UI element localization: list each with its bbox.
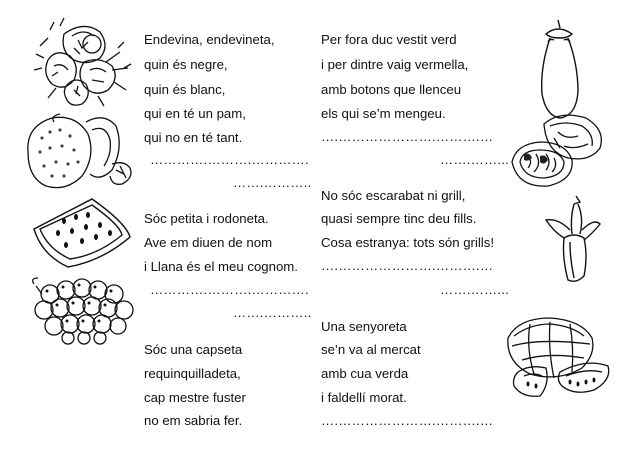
chestnut-illustration <box>34 18 132 108</box>
watermelon-illustration <box>28 195 132 271</box>
riddle-1-answer-line-2: …….……….. <box>233 175 312 190</box>
riddle-1-line-1: Endevina, endevineta, <box>144 32 275 47</box>
riddle-2-answer-line-2: …….……... <box>440 152 510 167</box>
riddle-5-line-1: Sóc una capseta <box>144 342 243 357</box>
riddle-3-line-3: i Llana és el meu cognom. <box>144 259 298 274</box>
riddle-3-answer-line-1: ………….……….…………. <box>150 282 309 297</box>
riddle-1-line-4: qui en té un pam, <box>144 106 246 121</box>
riddle-4-line-2: quasi sempre tinc deu fills. <box>321 211 477 226</box>
banana-illustration <box>540 194 602 286</box>
riddle-1-answer-line-1: ………….……….…………. <box>150 152 309 167</box>
riddle-5-line-4: no em sabria fer. <box>144 413 243 428</box>
riddle-1-line-2: quin és negre, <box>144 57 228 72</box>
riddle-3-line-2: Ave em diuen de nom <box>144 235 273 250</box>
riddle-6-line-4: i faldellí morat. <box>321 390 407 405</box>
riddle-4-answer-line-1: ….………………….……….… <box>321 258 494 273</box>
riddle-4-line-3: Cosa estranya: tots són grills! <box>321 235 494 250</box>
riddle-1-line-3: quin és blanc, <box>144 82 226 97</box>
riddle-4-answer-line-2: …….……... <box>440 282 510 297</box>
riddle-1-line-5: qui no en té tant. <box>144 130 243 145</box>
riddle-5-line-3: cap mestre fuster <box>144 390 246 405</box>
riddle-2-answer-line-1: ….………………….……….… <box>321 129 494 144</box>
riddle-6-line-1: Una senyoreta <box>321 319 407 334</box>
riddle-3-answer-line-2: …….……….. <box>233 305 312 320</box>
melon-illustration <box>500 310 616 402</box>
riddle-3-line-1: Sóc petita i rodoneta. <box>144 211 269 226</box>
riddle-5-line-2: requinquilladeta, <box>144 366 241 381</box>
riddle-6-line-2: se’n va al mercat <box>321 342 421 357</box>
riddle-2-line-4: els qui se’m mengeu. <box>321 106 446 121</box>
riddle-4-line-1: No sóc escarabat ni grill, <box>321 188 466 203</box>
riddle-6-line-3: amb cua verda <box>321 366 409 381</box>
eggplant-illustration <box>534 18 584 120</box>
riddle-2-line-3: amb botons que llenceu <box>321 82 462 97</box>
riddle-2-line-1: Per fora duc vestit verd <box>321 32 457 47</box>
walnut-illustration <box>508 110 608 190</box>
orange-illustration <box>20 108 138 194</box>
riddle-2-line-2: i per dintre vaig vermella, <box>321 57 469 72</box>
riddle-6-answer-line-1: ….………………….……….… <box>321 413 494 428</box>
grapes-illustration <box>24 276 140 344</box>
